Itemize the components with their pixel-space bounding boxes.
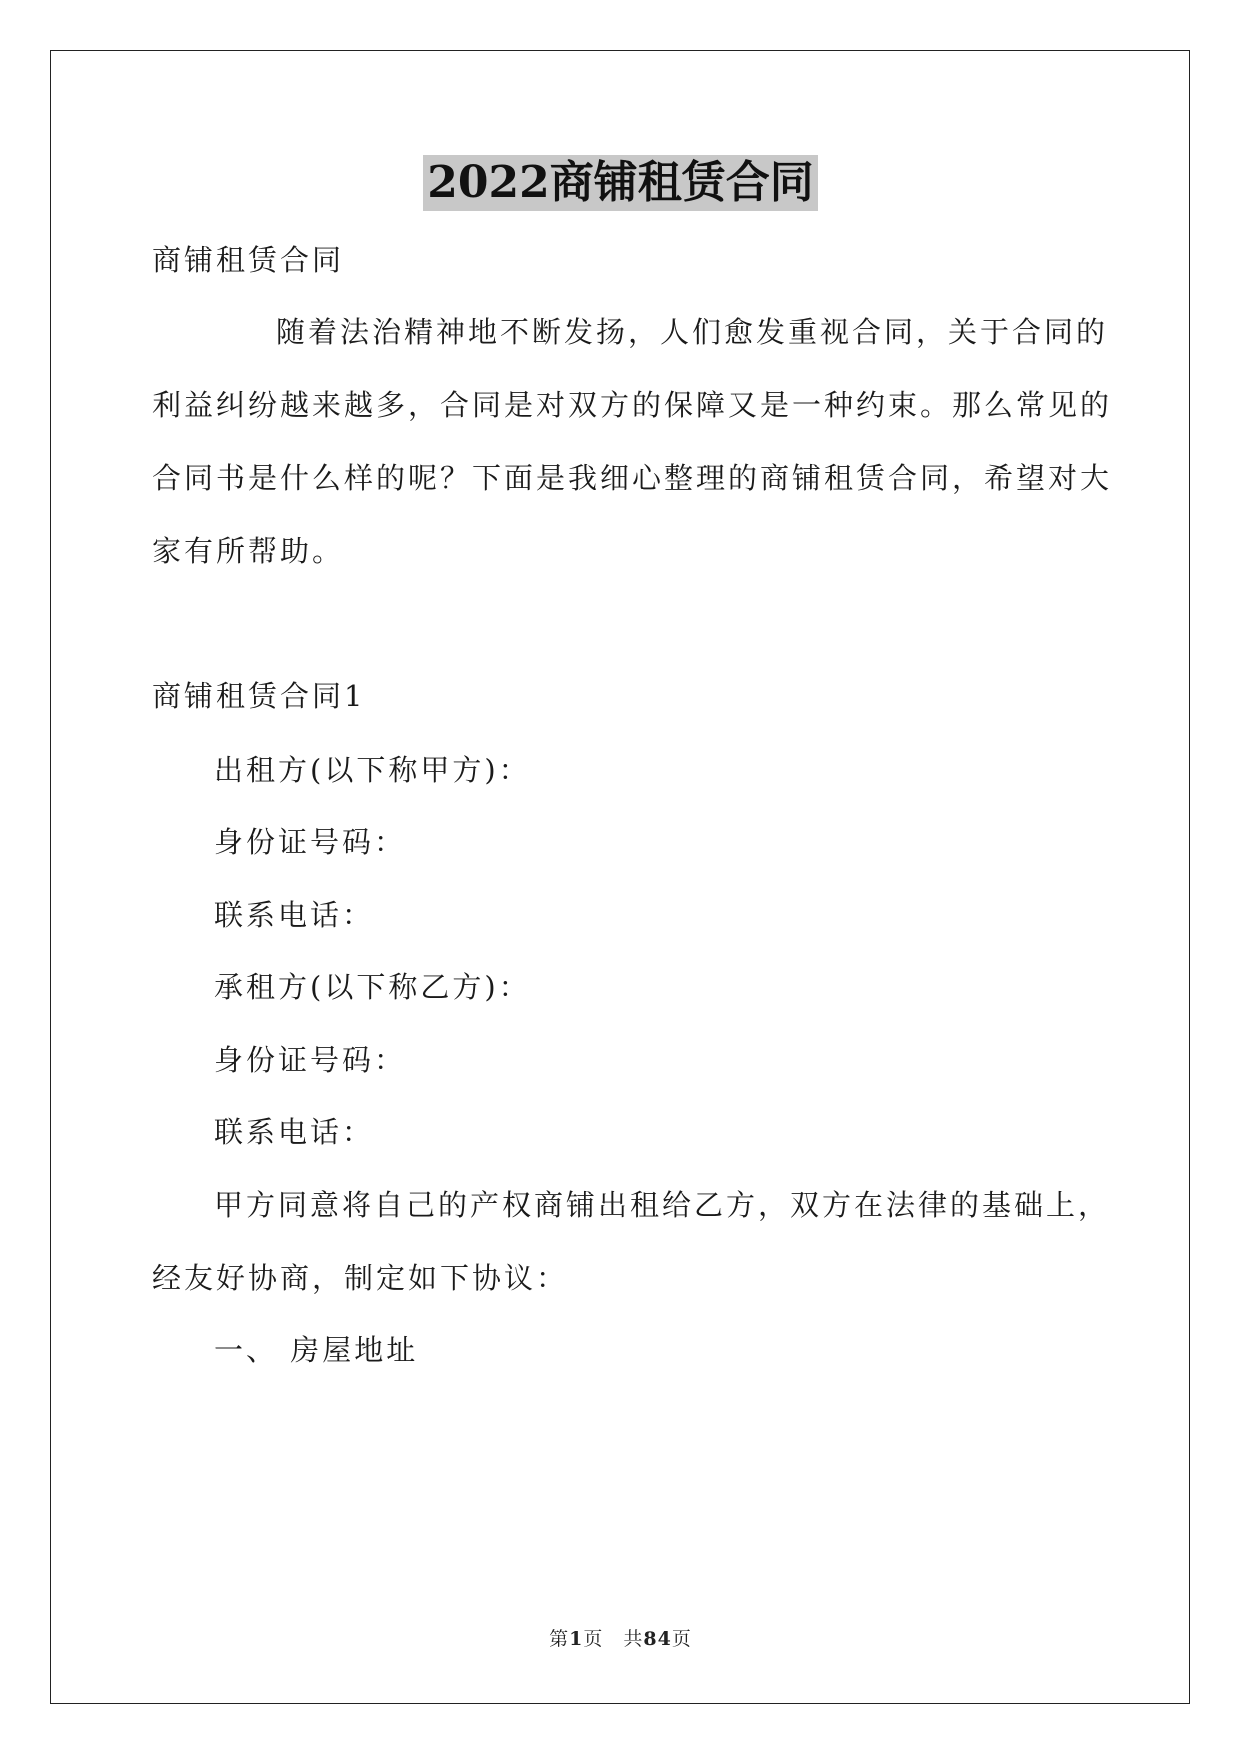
document-title-text: 2022商铺租赁合同 <box>423 155 817 211</box>
intro-paragraph-line: 家有所帮助。 <box>152 534 345 568</box>
footer-total-pages: 84 <box>643 1628 672 1650</box>
intro-paragraph-line: 利益纠纷越来越多，合同是对双方的保障又是一种约束。那么常见的 <box>152 388 1113 422</box>
section-heading: 商铺租赁合同1 <box>152 679 366 713</box>
intro-paragraph-line: 随着法治精神地不断发扬，人们愈发重视合同，关于合同的 <box>276 315 1109 349</box>
footer-page-word: 页 <box>583 1628 604 1650</box>
page-border <box>50 50 1190 1704</box>
footer-total-suffix: 页 <box>671 1628 692 1650</box>
clause-heading: 一、 房屋地址 <box>214 1333 419 1367</box>
intro-paragraph-line: 合同书是什么样的呢？下面是我细心整理的商铺租赁合同，希望对大 <box>152 461 1113 495</box>
party-a-label: 出租方(以下称甲方)： <box>214 753 531 787</box>
document-title <box>0 155 1241 211</box>
footer-prefix: 第 <box>549 1628 570 1650</box>
subtitle: 商铺租赁合同 <box>152 243 345 277</box>
party-b-id-label: 身份证号码： <box>214 1043 407 1077</box>
party-b-phone-label: 联系电话： <box>214 1115 375 1149</box>
agreement-paragraph-line: 经友好协商，制定如下协议： <box>152 1261 569 1295</box>
agreement-paragraph-line: 甲方同意将自己的产权商铺出租给乙方，双方在法律的基础上， <box>214 1188 1111 1222</box>
party-a-id-label: 身份证号码： <box>214 825 407 859</box>
page-footer <box>0 1624 1241 1651</box>
footer-total-prefix: 共 <box>623 1628 644 1650</box>
footer-current-page: 1 <box>569 1628 584 1650</box>
party-b-label: 承租方(以下称乙方)： <box>214 970 531 1004</box>
party-a-phone-label: 联系电话： <box>214 898 375 932</box>
